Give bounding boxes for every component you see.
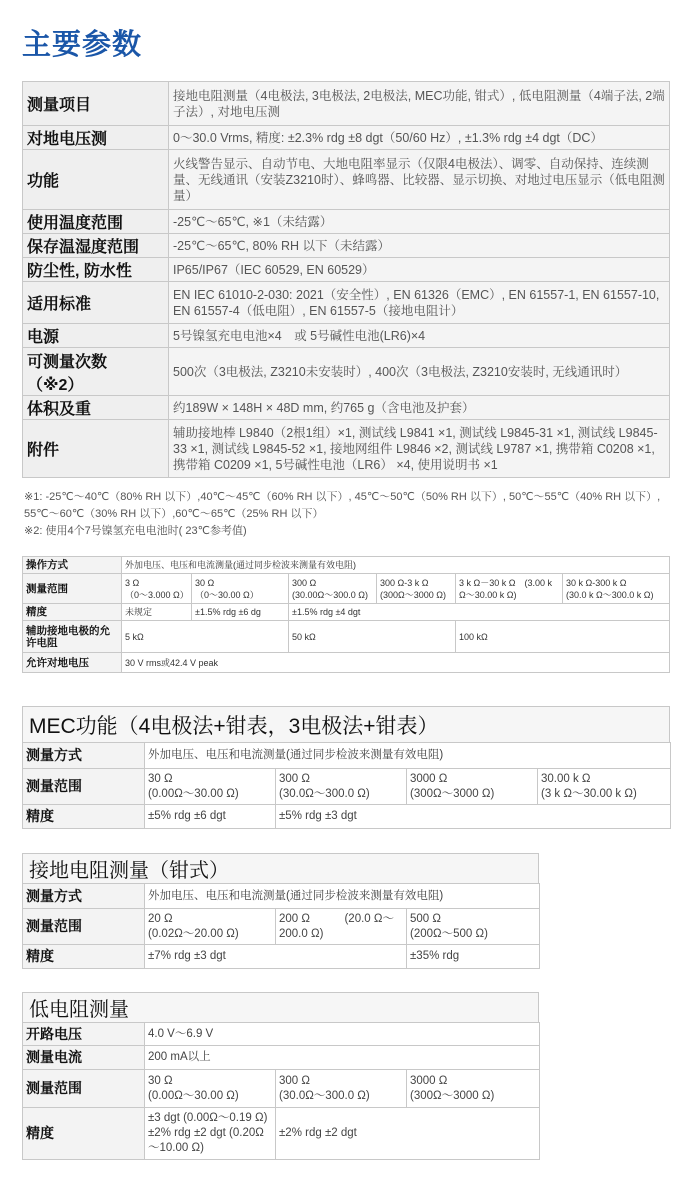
table-row xyxy=(23,1108,540,1160)
current-cell: 200 mA以上 xyxy=(145,1046,540,1070)
range-cell: 200 Ω (20.0 Ω～200.0 Ω) xyxy=(276,909,407,945)
spec-value: 500次（3电极法, Z3210未安装时）, 400次（3电极法, Z3210安装时, 无线通讯时） xyxy=(169,348,670,396)
spec-row xyxy=(23,282,670,324)
spec-row xyxy=(23,210,670,234)
spec-label: 附件 xyxy=(23,420,169,478)
accuracy-cell: ±3 dgt (0.00Ω～0.19 Ω) ±2% rdg ±2 dgt (0.20Ω～10.00 Ω) xyxy=(145,1108,276,1160)
table-row xyxy=(23,805,671,829)
table-row xyxy=(23,1023,540,1046)
spec-label: 对地电压测 xyxy=(23,126,169,150)
accuracy-cell: ±1.5% rdg ±6 dg xyxy=(192,604,289,621)
table-row xyxy=(23,884,540,909)
accuracy-cell: ±7% rdg ±3 dgt xyxy=(145,945,407,969)
row-label: 辅助接地电极的允许电阻 xyxy=(23,621,122,653)
range-cell: 500 Ω (200Ω～500 Ω) xyxy=(407,909,540,945)
spec-row xyxy=(23,324,670,348)
range-cell: 30 Ω （0～30.00 Ω） xyxy=(192,574,289,604)
accuracy-cell: 未规定 xyxy=(122,604,192,621)
spec-row xyxy=(23,348,670,396)
table-row xyxy=(23,574,670,604)
spec-value: EN IEC 61010-2-030: 2021（安全性）, EN 61326（EMC）, EN 61557-1, EN 61557-10, EN 61557-4（低电阻）, EN 61557-5（接地电阻计） xyxy=(169,282,670,324)
spec-row xyxy=(23,258,670,282)
row-label: 测量范围 xyxy=(23,769,145,805)
range-cell: 300 Ω (30.00Ω～300.0 Ω) xyxy=(289,574,377,604)
method-cell: 外加电压、电压和电流测量(通过同步检波来测量有效电阻) xyxy=(145,884,540,909)
spec-label-note: （※2） xyxy=(27,376,84,394)
spec-row xyxy=(23,82,670,126)
spec-row xyxy=(23,396,670,420)
spec-label: 保存温湿度范围 xyxy=(23,234,169,258)
spec-value: IP65/IP67（IEC 60529, EN 60529） xyxy=(169,258,670,282)
row-label: 测量方式 xyxy=(23,884,145,909)
footnote: ※2: 使用4个7号镍氢充电电池时( 23℃参考值) xyxy=(24,525,247,537)
spec-label: 防尘性, 防水性 xyxy=(23,258,169,282)
footnotes xyxy=(24,489,674,540)
range-cell: 30 k Ω-300 k Ω (30.0 k Ω～300.0 k Ω) xyxy=(563,574,670,604)
accuracy-cell: ±35% rdg xyxy=(407,945,540,969)
range-cell: 30 Ω (0.00Ω～30.00 Ω) xyxy=(145,1070,276,1108)
page-title: 主要参数 xyxy=(22,29,143,61)
main-spec-table xyxy=(22,81,670,478)
ocv-cell: 4.0 V～6.9 V xyxy=(145,1023,540,1046)
spec-row xyxy=(23,420,670,478)
accuracy-cell: ±5% rdg ±3 dgt xyxy=(276,805,671,829)
spec-value: 约189W × 148H × 48D mm, 约765 g（含电池及护套） xyxy=(169,396,670,420)
row-label: 测量范围 xyxy=(23,909,145,945)
table-row xyxy=(23,1070,540,1108)
row-label: 测量范围 xyxy=(23,574,122,604)
spec-label: 体积及重 xyxy=(23,396,169,420)
range-cell: 300 Ω (30.0Ω～300.0 Ω) xyxy=(276,769,407,805)
table-row xyxy=(23,604,670,621)
table-row xyxy=(23,945,540,969)
volt-cell: 30 V rms或42.4 V peak xyxy=(122,653,670,673)
spec-value: -25℃～65℃, 80% RH 以下（未结露） xyxy=(169,234,670,258)
table-row xyxy=(23,621,670,653)
spec-row xyxy=(23,234,670,258)
table-row xyxy=(23,557,670,574)
accuracy-cell: ±1.5% rdg ±4 dgt xyxy=(289,604,670,621)
range-cell: 3 Ω （0～3.000 Ω） xyxy=(122,574,192,604)
spec-label-line: 可测量次数 xyxy=(27,353,108,371)
range-cell: 3 k Ω－30 k Ω (3.00 k Ω～30.00 k Ω) xyxy=(456,574,563,604)
row-label: 测量方式 xyxy=(23,743,145,769)
lowres-table xyxy=(22,1022,540,1160)
spec-value: 接地电阻测量（4电极法, 3电极法, 2电极法, MEC功能, 钳式）, 低电阻测量（4端子法, 2端子法）, 对地电压测 xyxy=(169,82,670,126)
lowres-section-title: 低电阻测量 xyxy=(22,992,539,1022)
spec-value: 火线警告显示、自动节电、大地电阻率显示（仅限4电极法）、调零、自动保持、连续测量、无线通讯（安装Z3210时）、蜂鸣器、比较器、显示切换、对地过电压显示（低电阻测量） xyxy=(169,150,670,210)
spec-value: 0～30.0 Vrms, 精度: ±2.3% rdg ±8 dgt（50/60 Hz）, ±1.3% rdg ±4 dgt（DC） xyxy=(169,126,670,150)
row-label: 精度 xyxy=(23,805,145,829)
range-cell: 30.00 k Ω (3 k Ω～30.00 k Ω) xyxy=(538,769,671,805)
aux-cell: 50 kΩ xyxy=(289,621,456,653)
row-label: 精度 xyxy=(23,1108,145,1160)
spec-label: 功能 xyxy=(23,150,169,210)
method-cell: 外加电压、电压和电流测量(通过同步检波来测量有效电阻) xyxy=(145,743,671,769)
method-cell: 外加电压、电压和电流测量(通过同步检波来测量有效电阻) xyxy=(122,557,670,574)
range-cell: 3000 Ω (300Ω～3000 Ω) xyxy=(407,769,538,805)
table-row xyxy=(23,909,540,945)
spec-label: 适用标准 xyxy=(23,282,169,324)
range-cell: 3000 Ω (300Ω～3000 Ω) xyxy=(407,1070,540,1108)
aux-cell: 100 kΩ xyxy=(456,621,670,653)
mec-section-title: MEC功能（4电极法+钳表，3电极法+钳表） xyxy=(22,706,670,742)
row-label: 开路电压 xyxy=(23,1023,145,1046)
spec-label: 测量项目 xyxy=(23,82,169,126)
table-row xyxy=(23,769,671,805)
row-label: 测量电流 xyxy=(23,1046,145,1070)
row-label: 允许对地电压 xyxy=(23,653,122,673)
range-cell: 300 Ω (30.0Ω～300.0 Ω) xyxy=(276,1070,407,1108)
spec-label xyxy=(23,348,169,396)
table-row xyxy=(23,743,671,769)
clamp-section-title: 接地电阻测量（钳式） xyxy=(22,853,539,883)
spec-value: 辅助接地棒 L9840（2根1组）×1, 测试线 L9841 ×1, 测试线 L9845-31 ×1, 测试线 L9845-33 ×1, 测试线 L9845-52 ×1, 接地网组件 L9846 ×2, 测试线 L9787 ×1, 携带箱 C0208 ×1, 携带箱 C0209 ×1, 5号碱性电池（LR6） ×4, 使用说明书 ×1 xyxy=(169,420,670,478)
table-row xyxy=(23,653,670,673)
row-label: 精度 xyxy=(23,945,145,969)
accuracy-cell: ±2% rdg ±2 dgt xyxy=(276,1108,540,1160)
spec-label: 电源 xyxy=(23,324,169,348)
spec-label: 使用温度范围 xyxy=(23,210,169,234)
spec-value: 5号镍氢充电电池×4 或 5号碱性电池(LR6)×4 xyxy=(169,324,670,348)
row-label: 测量范围 xyxy=(23,1070,145,1108)
clamp-table xyxy=(22,883,540,969)
range-cell: 300 Ω-3 k Ω (300Ω～3000 Ω) xyxy=(377,574,456,604)
aux-cell: 5 kΩ xyxy=(122,621,289,653)
row-label: 精度 xyxy=(23,604,122,621)
spec-value: -25℃～65℃, ※1（未结露） xyxy=(169,210,670,234)
ground-resistance-table xyxy=(22,556,670,673)
spec-row xyxy=(23,126,670,150)
mec-table xyxy=(22,742,671,829)
spec-row xyxy=(23,150,670,210)
table-row xyxy=(23,1046,540,1070)
range-cell: 20 Ω (0.02Ω～20.00 Ω) xyxy=(145,909,276,945)
footnote: ※1: -25℃～40℃（80% RH 以下）,40℃～45℃（60% RH 以下）, 45℃～50℃（50% RH 以下）, 50℃～55℃（40% RH 以下）, 55℃～60℃（30% RH 以下）,60℃～65℃（25% RH 以下） xyxy=(24,491,661,520)
range-cell: 30 Ω (0.00Ω～30.00 Ω) xyxy=(145,769,276,805)
row-label: 操作方式 xyxy=(23,557,122,574)
accuracy-cell: ±5% rdg ±6 dgt xyxy=(145,805,276,829)
